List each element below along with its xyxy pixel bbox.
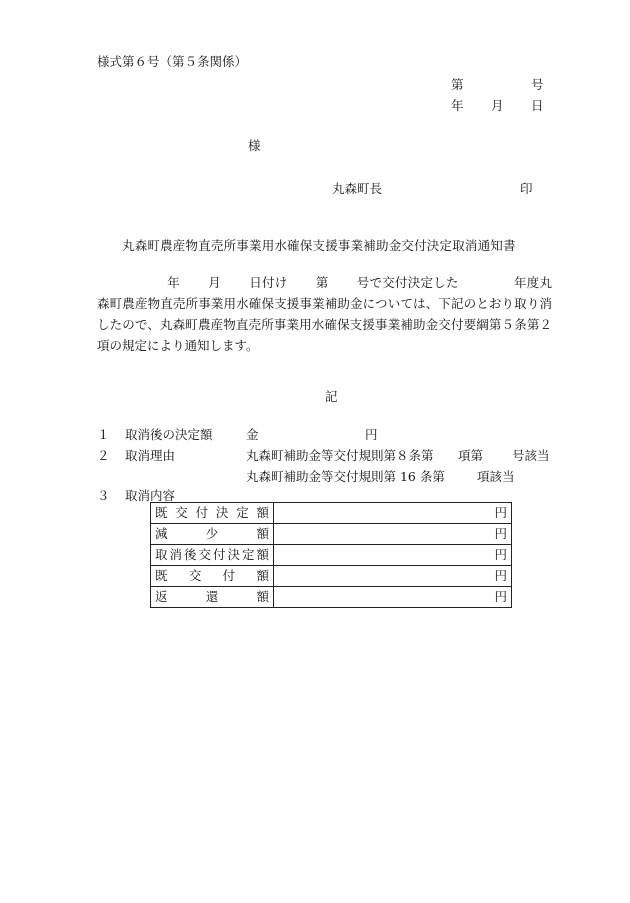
row-unit: 円 [274,545,512,566]
row-label: 減少額 [151,524,274,545]
item3-number: ３ [97,488,110,503]
item2-number: ２ [97,448,110,463]
item1-amount-prefix: 金 [246,427,259,442]
body-fiscal-year: 年度丸 [513,275,552,290]
item2-line1-b: 項第 [458,448,484,463]
cancellation-table [150,502,512,608]
row-label: 既交付決定額 [151,503,274,524]
item1-amount-suffix: 円 [365,427,378,442]
date-year: 年 [451,98,464,113]
row-label: 返還額 [151,587,274,608]
row-unit: 円 [274,524,512,545]
body-num-prefix: 第 [315,275,329,290]
number-prefix: 第 [451,77,464,92]
form-id: 様式第６号（第５条関係） [97,54,248,69]
item2-line2-b: 項該当 [477,469,515,484]
item3-label: 取消内容 [125,488,176,503]
number-suffix: 号 [531,77,544,92]
item1-number: １ [97,427,110,442]
row-unit: 円 [274,503,512,524]
body-date-year: 年 [167,275,180,290]
issuer-seal: 印 [520,181,533,196]
item2-line1-a: 丸森町補助金等交付規則第８条第 [246,448,434,463]
table-row [151,587,512,608]
table-row [151,566,512,587]
body-num-suffix: 号で交付決定した [356,275,459,290]
body-text: 森町農産物直売所事業用水確保支援事業補助金については、下記のとおり取り消したので、丸森町農産物直売所事業用水確保支援事業補助金交付要綱第５条第２項の規定により通知します。 [97,296,552,353]
item2-line1-c: 号該当 [512,448,550,463]
ki-heading: 記 [325,389,338,404]
table-row [151,545,512,566]
row-label: 既交付額 [151,566,274,587]
item2-line2-a: 丸森町補助金等交付規則第 16 条第 [246,469,445,484]
row-label: 取消後交付決定額 [151,545,274,566]
body-date-month: 月 [208,275,221,290]
date-month: 月 [491,98,504,113]
table-row [151,524,512,545]
date-day: 日 [531,98,544,113]
table-row [151,503,512,524]
row-unit: 円 [274,587,512,608]
item2-label: 取消理由 [125,448,176,463]
body-paragraph [97,272,552,356]
issuer-name: 丸森町長 [332,181,383,196]
document-title: 丸森町農産物直売所事業用水確保支援事業補助金交付決定取消通知書 [122,238,516,253]
addressee-suffix: 様 [248,138,261,153]
row-unit: 円 [274,566,512,587]
body-dated: 日付け [249,275,288,290]
item1-label: 取消後の決定額 [125,427,213,442]
